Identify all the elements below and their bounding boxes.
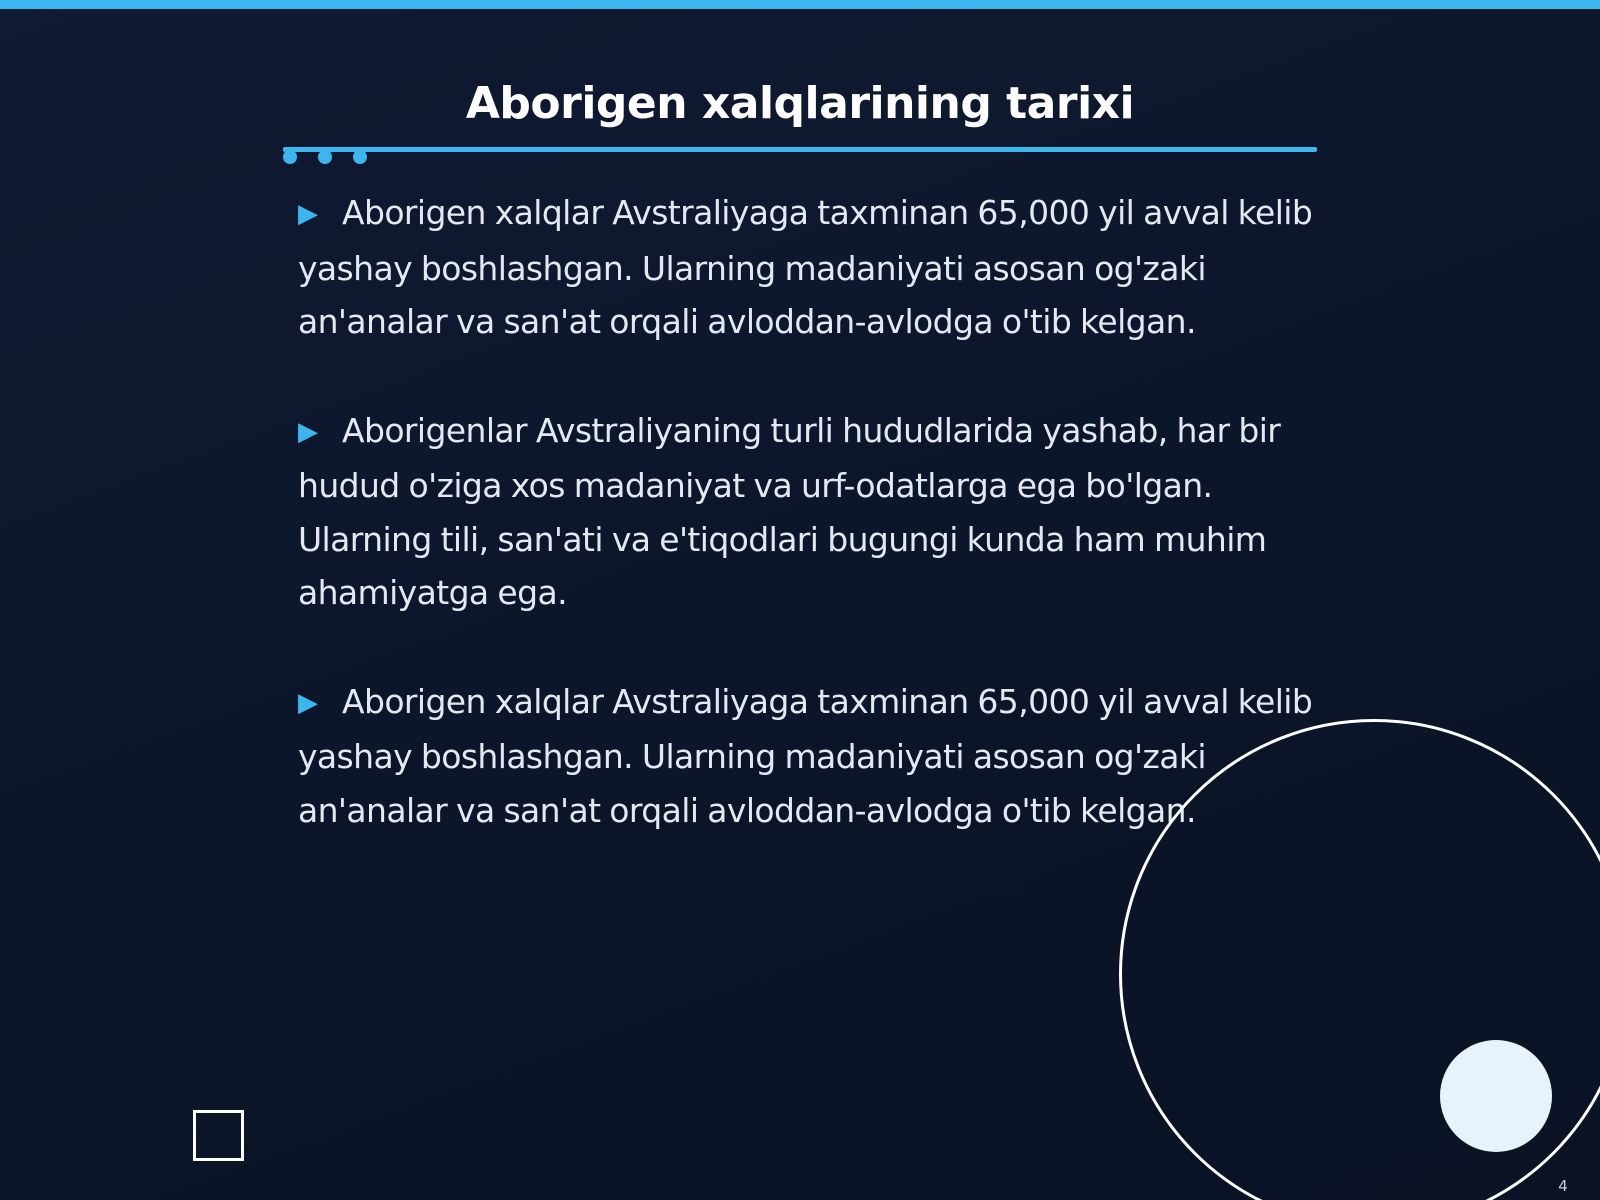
decorative-square bbox=[193, 1110, 244, 1161]
page-number: 4 bbox=[1558, 1177, 1568, 1195]
bullet-item bbox=[298, 186, 1318, 349]
bullet-text: Aborigenlar Avstraliyaning turli hududlarida yashab, har bir hudud o'ziga xos madaniyat va urf-odatlarga ega bo'lgan. Ularning tili, san'ati va e'tiqodlari bugungi kunda ham muhim ahamiyatga ega. bbox=[298, 410, 1281, 612]
dot-3 bbox=[353, 150, 367, 164]
play-arrow-icon: ▶ bbox=[298, 416, 318, 447]
dot-2 bbox=[318, 150, 332, 164]
decorative-circle-filled bbox=[1440, 1040, 1552, 1152]
title-underline bbox=[283, 147, 1317, 152]
bullet-item bbox=[298, 404, 1318, 620]
bullet-item bbox=[298, 675, 1318, 838]
bullet-text: Aborigen xalqlar Avstraliyaga taxminan 65,000 yil avval kelib yashay boshlashgan. Ularning madaniyati asosan og'zaki an'analar va san'at orqali avloddan-avlodga o'tib kelgan. bbox=[298, 681, 1313, 830]
dot-1 bbox=[283, 150, 297, 164]
decorative-dots bbox=[283, 150, 373, 166]
bullet-text: Aborigen xalqlar Avstraliyaga taxminan 65,000 yil avval kelib yashay boshlashgan. Ularning madaniyati asosan og'zaki an'analar va san'at orqali avloddan-avlodga o'tib kelgan. bbox=[298, 193, 1313, 341]
bullet-list bbox=[298, 186, 1318, 892]
play-arrow-icon: ▶ bbox=[298, 687, 318, 718]
top-accent-bar bbox=[0, 0, 1600, 9]
play-arrow-icon: ▶ bbox=[298, 199, 318, 229]
slide-title: Aborigen xalqlarining tarixi bbox=[465, 78, 1135, 129]
